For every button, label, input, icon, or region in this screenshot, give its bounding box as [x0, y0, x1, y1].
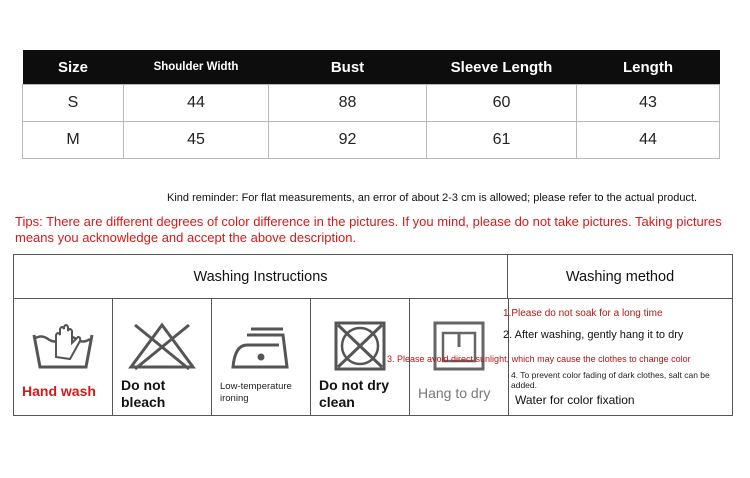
header-shoulder-width: Shoulder Width: [124, 50, 269, 85]
cell-length: 43: [577, 85, 720, 122]
header-bust: Bust: [269, 50, 427, 85]
care-label: Low-temperature ironing: [220, 381, 292, 404]
cell-bust: 88: [269, 85, 427, 122]
table-row: [23, 85, 720, 122]
care-label: Do not dry clean: [319, 377, 389, 410]
color-tips: Tips: There are different degrees of color difference in the pictures. If you mind, please do not take pictures. Taking pictures means you acknowledge and accept the above description.: [15, 214, 722, 245]
header-size: Size: [23, 50, 124, 85]
care-cell-low-temp-iron: [212, 299, 311, 415]
header-length: Length: [577, 50, 720, 85]
method-item: 2. After washing, gently hang it to dry: [503, 329, 684, 341]
size-table-header: [23, 50, 720, 85]
no-bleach-icon: [127, 321, 197, 371]
cell-sleeve: 60: [427, 85, 577, 122]
cell-bust: 92: [269, 122, 427, 159]
care-label: Hang to dry: [418, 385, 491, 401]
no-dry-clean-icon: [332, 321, 388, 371]
care-label: Do not bleach: [121, 377, 166, 410]
cell-size: M: [23, 122, 124, 159]
method-item: Water for color fixation: [515, 393, 635, 407]
washing-instructions-header: Washing Instructions: [14, 255, 508, 299]
care-label: Hand wash: [22, 383, 96, 399]
size-table: [22, 50, 720, 159]
header-sleeve-length: Sleeve Length: [427, 50, 577, 85]
method-item: 1.Please do not soak for a long time: [503, 308, 663, 319]
care-cell-no-bleach: [113, 299, 212, 415]
cell-size: S: [23, 85, 124, 122]
low-temperature-iron-icon: [229, 321, 293, 371]
method-item: 4. To prevent color fading of dark clothes, salt can be added.: [511, 370, 710, 390]
washing-method-header: Washing method: [508, 255, 732, 299]
cell-shoulder: 44: [124, 85, 269, 122]
method-item: 3. Please avoid direct sunlight, which may cause the clothes to change color: [387, 354, 691, 364]
cell-shoulder: 45: [124, 122, 269, 159]
cell-length: 44: [577, 122, 720, 159]
care-cell-hand-wash: [14, 299, 113, 415]
measurement-reminder: Kind reminder: For flat measurements, an error of about 2-3 cm is allowed; please refer to the actual product.: [167, 192, 698, 204]
table-row: [23, 122, 720, 159]
cell-sleeve: 61: [427, 122, 577, 159]
hand-wash-icon: [30, 321, 96, 371]
